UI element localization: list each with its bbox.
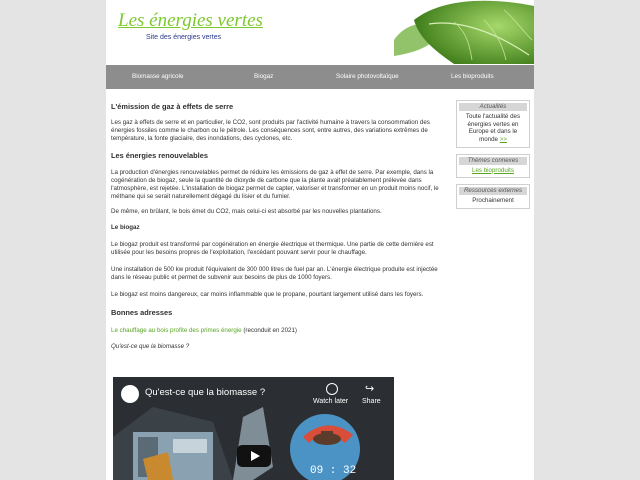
sidebar — [456, 100, 530, 215]
nav-biogaz[interactable]: Biogaz — [254, 73, 274, 80]
paragraph-biogaz-2: Une installation de 500 kw produit l'équivalent de 300 000 litres de fuel par an. L'énergie électrique produite est injectée dans le réseau public et permet de subvenir aux besoins de plus de 1000 foyers. — [111, 266, 438, 282]
box-title-ressources: Ressources externes — [459, 187, 527, 195]
site-header — [106, 0, 534, 64]
nav-bioproduits[interactable]: Les bioproduits — [451, 73, 494, 80]
clock-icon[interactable] — [326, 383, 338, 395]
box-title-themes: Thèmes connexes — [459, 157, 527, 165]
site-title[interactable]: Les énergies vertes — [118, 10, 263, 31]
link-suffix: (reconduit en 2021) — [243, 326, 297, 334]
paragraph-renouvelables: La production d'énergies renouvelables permet de réduire les émissions de gaz à effet de serre. Par exemple, dans la cogénération de biogaz, seule la quantité de dioxyde de carbone que la plante avait préalablement prélevée dans l'atmosphère, est rejetée. L'installation de biogaz permet de capter, valoriser et transformer en un produit moins nocif, le méthane qui se serait naturellement dégagé du lisier et du fumier. — [111, 168, 439, 200]
paragraph-biogaz-1: Le biogaz produit est transformé par cogénération en énergie électrique et thermique. Une partie de cette dernière est utilisée pour les besoins propres de l'exploitation, l'excédant pouvant servir pour le chauffage. — [111, 241, 434, 257]
main-nav — [106, 65, 534, 89]
main-content — [111, 102, 443, 351]
heading-bonnes-adresses: Bonnes adresses — [111, 308, 173, 318]
heading-renouvelables: Les énergies renouvelables — [111, 151, 208, 161]
site-subtitle: Site des énergies vertes — [146, 34, 222, 41]
share-label[interactable]: Share — [362, 398, 381, 405]
sidebar-box-actualites — [456, 100, 530, 148]
page-container — [106, 0, 534, 480]
paragraph-bois: De même, en brûlant, le bois émet du CO2, mais celui-ci est absorbé par les nouvelles plantations. — [111, 207, 382, 215]
link-chauffage-bois[interactable]: Le chauffage au bois profite des primes énergie — [111, 326, 244, 334]
play-button[interactable] — [237, 445, 271, 467]
channel-logo-icon — [121, 385, 139, 403]
box-title-actualites: Actualités — [459, 103, 527, 111]
actualites-link[interactable]: >> — [499, 136, 507, 143]
watch-later-label[interactable]: Watch later — [313, 398, 349, 405]
sidebar-box-themes — [456, 154, 530, 179]
video-title[interactable]: Qu'est-ce que la biomasse ? — [145, 387, 266, 398]
video-time: 09 : 32 — [310, 465, 357, 477]
heading-emission: L'émission de gaz à effets de serre — [111, 102, 234, 111]
play-icon — [251, 451, 260, 461]
leaf-banner-image — [394, 0, 534, 64]
nav-biomasse[interactable]: Biomasse agricole — [132, 73, 184, 80]
themes-link-bioproduits[interactable]: Les bioproduits — [472, 166, 514, 174]
paragraph-biogaz-3: Le biogaz est moins dangereux, car moins inflammable que le propane, pourtant largement utilisé dans les foyers. — [111, 291, 424, 299]
sidebar-box-ressources — [456, 184, 530, 209]
biomasse-question: Qu'est-ce que la biomasse ? — [111, 343, 190, 351]
ressources-text: Prochainement — [472, 197, 514, 204]
video-player[interactable] — [113, 377, 394, 480]
nav-solaire[interactable]: Solaire photovoltaïque — [336, 73, 399, 80]
heading-biogaz: Le biogaz — [111, 224, 140, 232]
actualites-text: Toute l'actualité des énergies vertes en Europe et dans le monde — [465, 112, 521, 143]
share-icon[interactable]: ↪ — [365, 383, 375, 395]
paragraph-emission: Les gaz à effets de serre et en particulier, le CO2, sont produits par l'activité humaine à travers la consommation des énergies fossiles comme le charbon ou le pétrole. Les conséquences sont, entre autres, des variations extrêmes de température, la fonte glaciaire, des inondations, des cyclones, etc. — [111, 119, 430, 143]
